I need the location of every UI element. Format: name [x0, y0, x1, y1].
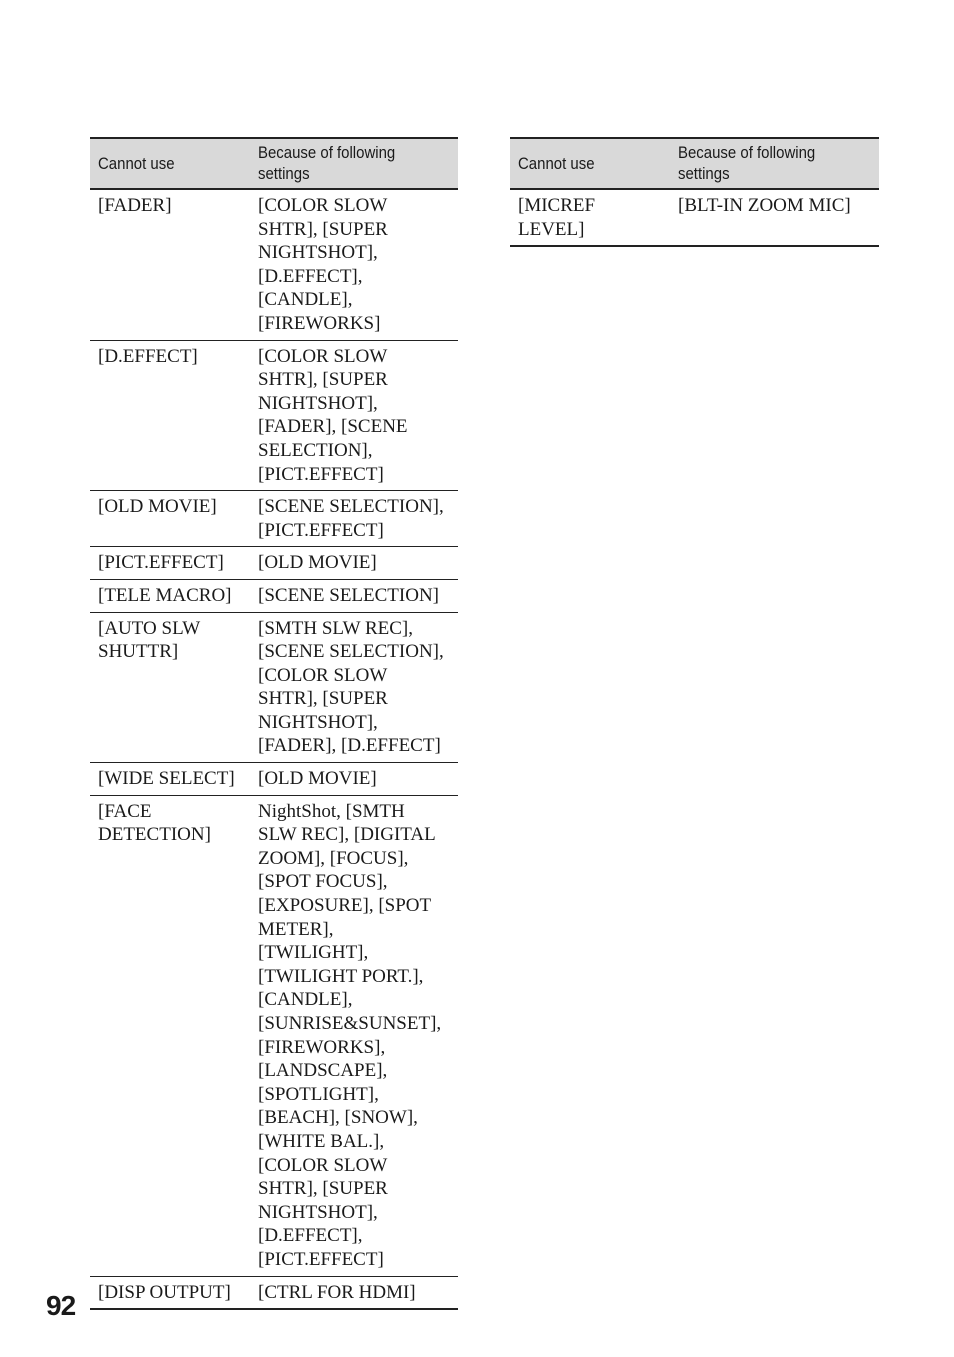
- table-row: [90, 491, 458, 547]
- header-cannot-use: Cannot use: [510, 138, 670, 189]
- table-row: [90, 189, 458, 340]
- table-row: [90, 612, 458, 763]
- because-cell: [COLOR SLOW SHTR], [SUPER NIGHTSHOT], [D.EFFECT], [CANDLE], [FIREWORKS]: [250, 189, 458, 340]
- table-row: [90, 579, 458, 612]
- table-header-row: [510, 138, 879, 189]
- cannot-use-cell: [FACE DETECTION]: [90, 795, 250, 1276]
- table-row: [90, 795, 458, 1276]
- because-cell: [SCENE SELECTION], [PICT.EFFECT]: [250, 491, 458, 547]
- table-header-row: [90, 138, 458, 189]
- cannot-use-cell: [PICT.EFFECT]: [90, 547, 250, 580]
- because-cell: [OLD MOVIE]: [250, 547, 458, 580]
- table-row: [90, 340, 458, 491]
- table-row: [90, 547, 458, 580]
- because-cell: NightShot, [SMTH SLW REC], [DIGITAL ZOOM], [FOCUS], [SPOT FOCUS], [EXPOSURE], [SPOT METER], [TWILIGHT], [TWILIGHT PORT.], [CANDLE], [SUNRISE&SUNSET], [FIREWORKS], [LANDSCAPE], [SPOTLIGHT], [BEACH], [SNOW], [WHITE BAL.], [COLOR SLOW SHTR], [SUPER NIGHTSHOT], [D.EFFECT], [PICT.EFFECT]: [250, 795, 458, 1276]
- table-row: [90, 763, 458, 796]
- header-because: Because of following settings: [250, 138, 458, 189]
- cannot-use-cell: [WIDE SELECT]: [90, 763, 250, 796]
- header-cannot-use: Cannot use: [90, 138, 250, 189]
- right-restrictions-table: [510, 137, 879, 247]
- cannot-use-cell: [DISP OUTPUT]: [90, 1276, 250, 1309]
- cannot-use-cell: [AUTO SLW SHUTTR]: [90, 612, 250, 763]
- cannot-use-cell: [MICREF LEVEL]: [510, 189, 670, 246]
- cannot-use-cell: [OLD MOVIE]: [90, 491, 250, 547]
- because-cell: [COLOR SLOW SHTR], [SUPER NIGHTSHOT], [FADER], [SCENE SELECTION], [PICT.EFFECT]: [250, 340, 458, 491]
- cannot-use-cell: [TELE MACRO]: [90, 579, 250, 612]
- cannot-use-cell: [D.EFFECT]: [90, 340, 250, 491]
- cannot-use-cell: [FADER]: [90, 189, 250, 340]
- table-row: [510, 189, 879, 246]
- page-number: 92: [46, 1290, 76, 1321]
- table-row: [90, 1276, 458, 1309]
- left-restrictions-table: [90, 137, 458, 1310]
- because-cell: [CTRL FOR HDMI]: [250, 1276, 458, 1309]
- because-cell: [BLT-IN ZOOM MIC]: [670, 189, 879, 246]
- because-cell: [OLD MOVIE]: [250, 763, 458, 796]
- header-because: Because of following settings: [670, 138, 879, 189]
- because-cell: [SCENE SELECTION]: [250, 579, 458, 612]
- because-cell: [SMTH SLW REC], [SCENE SELECTION], [COLOR SLOW SHTR], [SUPER NIGHTSHOT], [FADER], [D.EFFECT]: [250, 612, 458, 763]
